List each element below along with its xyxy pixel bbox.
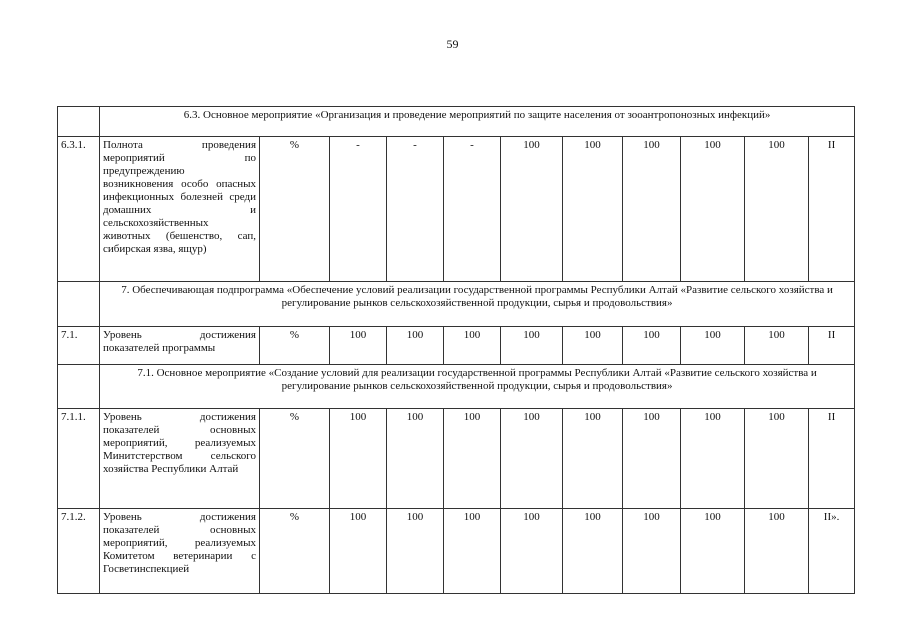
value-cell: 100	[745, 509, 809, 594]
value-cell: 100	[501, 409, 563, 509]
value-cell: 100	[444, 509, 501, 594]
value-cell: 100	[563, 509, 623, 594]
value-cell: 100	[387, 509, 444, 594]
value-cell: 100	[501, 137, 563, 282]
value-cell: 100	[745, 137, 809, 282]
row-number: 6.3.1.	[58, 137, 100, 282]
section-row-6-3	[58, 107, 855, 137]
value-cell: 100	[501, 327, 563, 365]
table-row	[58, 509, 855, 594]
section-row-7	[58, 282, 855, 327]
value-cell: 100	[501, 509, 563, 594]
indicator-name: Уровень достижения показателей основных мероприятий, реализуемых Минитстерством сельского хозяйства Республики Алтай	[100, 409, 260, 509]
empty-cell	[58, 282, 100, 327]
table-row	[58, 327, 855, 365]
type-cell: II	[809, 137, 855, 282]
indicator-name: Полнота проведения мероприятий по предупреждению возникновения особо опасных инфекционных болезней среди домашних и сельскохозяйственных животных (бешенство, сап, сибирская язва, ящур)	[100, 137, 260, 282]
value-cell: 100	[563, 327, 623, 365]
unit-cell: %	[260, 509, 330, 594]
unit-cell: %	[260, 409, 330, 509]
value-cell: 100	[623, 509, 681, 594]
section-title: 6.3. Основное мероприятие «Организация и проведение мероприятий по защите населения от зооантропонозных инфекций»	[100, 107, 855, 137]
value-cell: 100	[681, 409, 745, 509]
value-cell: 100	[623, 327, 681, 365]
table-row	[58, 137, 855, 282]
section-title: 7. Обеспечивающая подпрограмма «Обеспечение условий реализации государственной программы Республики Алтай «Развитие сельского хозяйства и регулирование рынков сельскохозяйственной продукции, сырья и продовольствия»	[100, 282, 855, 327]
indicator-name: Уровень достижения показателей основных мероприятий, реализуемых Комитетом ветеринарии с Госветинспекцией	[100, 509, 260, 594]
section-title: 7.1. Основное мероприятие «Создание условий для реализации государственной программы Республики Алтай «Развитие сельского хозяйства и регулирование рынков сельскохозяйственной продукции, сырья и продовольствия»	[100, 365, 855, 409]
value-cell: 100	[623, 137, 681, 282]
empty-cell	[58, 365, 100, 409]
value-cell: 100	[330, 409, 387, 509]
row-number: 7.1.1.	[58, 409, 100, 509]
type-cell: II	[809, 327, 855, 365]
value-cell: 100	[444, 409, 501, 509]
value-cell: 100	[563, 409, 623, 509]
value-cell: 100	[745, 409, 809, 509]
table-row	[58, 409, 855, 509]
value-cell: 100	[330, 327, 387, 365]
value-cell: 100	[623, 409, 681, 509]
row-number: 7.1.2.	[58, 509, 100, 594]
unit-cell: %	[260, 327, 330, 365]
value-cell: 100	[745, 327, 809, 365]
value-cell: 100	[330, 509, 387, 594]
value-cell: -	[444, 137, 501, 282]
value-cell: 100	[681, 509, 745, 594]
value-cell: 100	[563, 137, 623, 282]
value-cell: 100	[387, 327, 444, 365]
page-number: 59	[446, 37, 459, 51]
unit-cell: %	[260, 137, 330, 282]
value-cell: 100	[387, 409, 444, 509]
value-cell: -	[387, 137, 444, 282]
empty-cell	[58, 107, 100, 137]
value-cell: 100	[444, 327, 501, 365]
indicator-name: Уровень достижения показателей программы	[100, 327, 260, 365]
indicators-table	[57, 106, 855, 594]
value-cell: 100	[681, 137, 745, 282]
row-number: 7.1.	[58, 327, 100, 365]
type-cell: II	[809, 409, 855, 509]
value-cell: 100	[681, 327, 745, 365]
type-cell: II».	[809, 509, 855, 594]
value-cell: -	[330, 137, 387, 282]
section-row-7-1	[58, 365, 855, 409]
